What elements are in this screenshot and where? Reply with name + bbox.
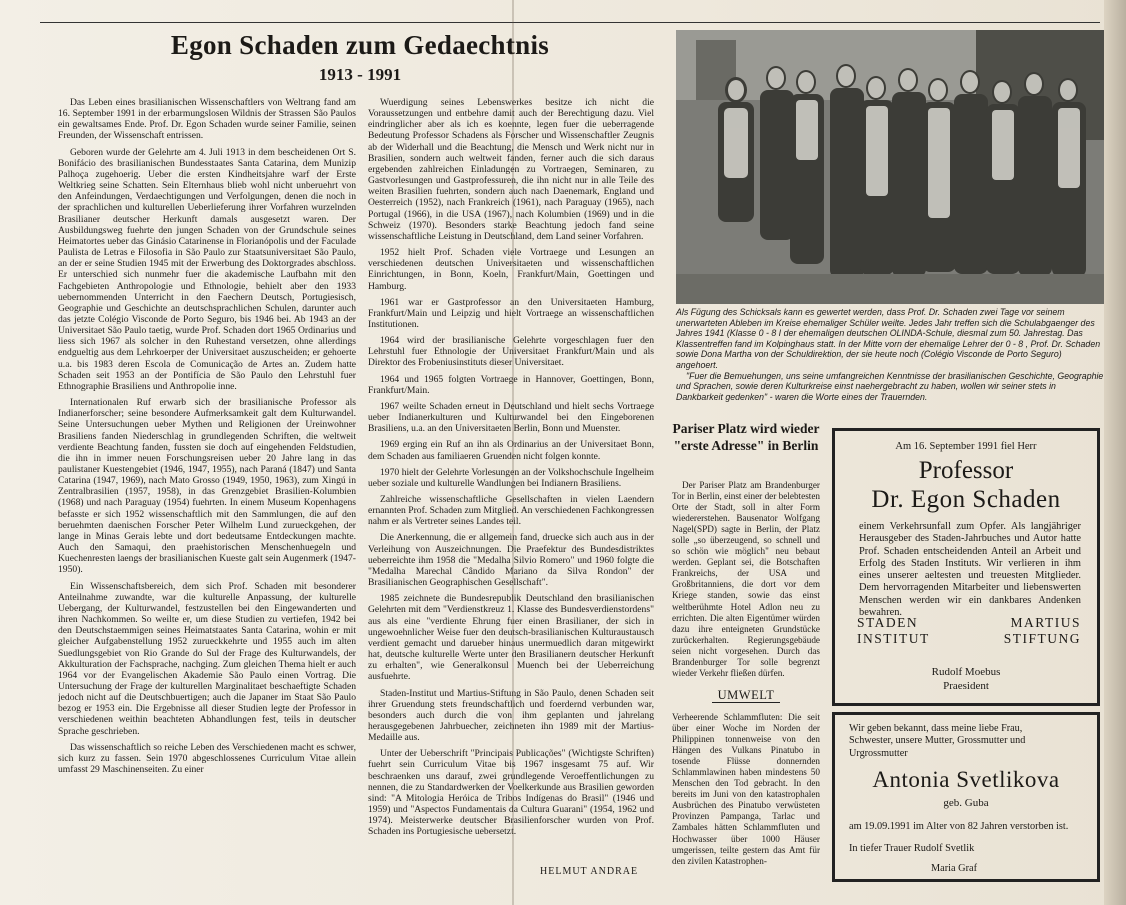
page-edge	[1104, 0, 1126, 905]
org-staden-line2: INSTITUT	[857, 631, 930, 646]
paragraph: 1967 weilte Schaden erneut in Deutschland und hielt sechs Vortraege ueber Indianerkulturen und Kulturwandel bei den Eingeborenen Brasiliens, u.a. an den Universitaeten Berlin, Bonn und Muenster.	[368, 400, 654, 435]
umwelt-body: Verheerende Schlammfluten: Die seit über einer Woche im Norden der Philippinen tonnenweise von den Hängen des Vulkans Pinatubo in tosende Flüsse donnernden Schlammlawinen haben mindestens 50 Menschen den Tod gebracht. In den bereits im Juni von den katastrophalen Ausbrüchen des Pinatubo verwüsteten Provinzen Pampanga, Tarlac und Zambales hätten Schlammfluten und Hochwasser über 1000 Häuser umgerissen, teilte gestern das Amt für den zivilen Katastrophen-	[672, 712, 820, 866]
paragraph: 1985 zeichnete die Bundesrepublik Deutschland den brasilianischen Gelehrten mit dem "Verdienstkreuz 1. Klasse des Bundesverdienstordens" aus als eine "verdiente Ehrung fuer einen Brasilianer, der sich in ungewoehnlicher Weise fuer den deutsch-brasilianischen Kulturaustausch verdient gemacht und darueber hinaus unermuedlich daran mitgewirkt hat, deutsche kulturelle Werte unter den Brasilianern deutscher Herkunft zu erhalten", wie Generalkonsul Muench bei der Ueberreichung ausfuehrte.	[368, 593, 654, 683]
article-column-2	[368, 97, 654, 885]
obituary2-signer: Maria Graf	[931, 863, 978, 874]
paragraph: 1964 und 1965 folgten Vortraege in Hannover, Goettingen, Bonn, Frankfurt/Main.	[368, 373, 654, 396]
org-martius	[1004, 615, 1081, 647]
paragraph: Zahlreiche wissenschaftliche Gesellschaften in vielen Laendern ernannten Prof. Schaden zum Mitglied. An verschiedenen Fachkongressen nahm er als Vertreter seines Landes teil.	[368, 494, 654, 528]
paris-article	[672, 480, 820, 679]
paragraph: 1969 erging ein Ruf an ihn als Ordinarius an der Universitaet Bonn, dem Schaden aus familiaeren Gruenden nicht folgen konnte.	[368, 439, 654, 462]
paris-body: Der Pariser Platz am Brandenburger Tor in Berlin, einst einer der belebtesten Orte der Stadt, soll in alter Form wiedererstehen. Bausenator Wolfgang Nagel(SPD) sagte in Berlin, der Platz solle „so überzeugend, so schnell und so schön wie möglich" neu bebaut werden. Geplant sei, die Botschaften Frankreichs, der USA und Großbritanniens, die dort vor dem Kriege standen, sowie das einst weltberühmte Hotel Adlon neu zu errichten. Die alten Eigentümer würden dazu ihre enteigneten Grundstücke zurückerhalten. Regierungsgebäude seien nicht vorgesehen. Durch das Brandenburger Tor solle begrenzt wieder Verkehr fließen dürfen.	[672, 480, 820, 678]
obituary2-mourning: In tiefer Trauer Rudolf Svetlik	[849, 843, 975, 854]
paragraph: Die Anerkennung, die er allgemein fand, druecke sich auch aus in der Verleihung von Auszeichnungen. Die Praefektur des Bundesdistriktes ueberreichte ihm 1958 die "Medalha Silvio Romero" und 1960 folgte die "Medalha Marechal Cândido Mariano da Silva Rondon" der Brasilianischen Geographischen Gesellschaft".	[368, 532, 654, 589]
paragraph: Das wissenschaftlich so reiche Leben des Verschiedenen macht es schwer, sich kurz zu fassen. Sein 1970 abgeschlossenes Curriculum Vitae allein umfasst 29 Maschinenseiten. Zu einer	[58, 741, 356, 776]
paragraph: Internationalen Ruf erwarb sich der brasilianische Professor als Indianerforscher; seine besondere Aufmerksamkeit galt dem Kulturwandel. Seine Untersuchungen ueber Mythen und Religionen der Ureinwohner Brasiliens fanden Niederschlag in grundlegenden Schriften, die weltweit verdiente Beachtung fanden, fussten sie doch auf eingehenden Feldstudien, die ihn in immer neuen Forschungsreisen ueber 20 Jahre lang in das paulistaner Kuestengebiet (1946, 1947, 1955), nach Paraná (1847) und Santa Catarina (1947, 1969), nach Mato Grosso (1949, 1950, 1963), zum Xingú in Zentralbrasilien (1957, 1958), in das Grenzgebiet Brasilien-Kolumbien (1968) und nach Paraguay (1954) fuehrten. In einem Museum Kopenhagens befasste er sich 1952 wissenschaftlich mit den Sammlungen, die auf den beruehmten daenischen Forscher Peter Wilhelm Lund zurueckgehen, der lange in Minas Gerais lebte und dort bedeutsame Entdeckungen machte. Auch den Samaqui, den praehistorischen Menschenhuegeln und Kuechenresten laengs der brasilianischen Kueste galt sein Augenmerk (1947-1950).	[58, 397, 356, 576]
paragraph: Wuerdigung seines Lebenswerkes besitze ich nicht die Voraussetzungen und entbehre damit auch der Berechtigung dazu. Viel eindringlicher aber als ich es koennte, legen fuer die ueberragende Bedeutung Professor Schadens als Forscher und Wissenschaftler Zeugnis ab der Widerhall und die Beachtung, die Mensch und Werk nicht nur in Brasilien, sondern auch weltweit fanden, ferner auch die sich daraus ergebenden zahlreichen Einladungen zu Vortraegen, Seminaren, zu Gastvorlesungen und Gastprofessuren, die ihn nicht nur in alle Teile des weiten Brasilien fuehrten, sondern auch nach Daenemark, England und Oesterreich (1952), nach Frankreich (1961), nach Paraguay (1965), nach Portugal (1966), in die USA (1967), nach Kolumbien (1969) und in die Schweiz (1970). Besonders starke Beachtung jedoch fand seine wissenschaftliche Leistung in Deutschland, dem Land seiner Vorfahren.	[368, 97, 654, 242]
obituary-name: Dr. Egon Schaden	[871, 486, 1061, 513]
paris-headline: Pariser Platz wird wieder "erste Adresse" in Berlin	[672, 421, 820, 453]
article-title: Egon Schaden zum Gedaechtnis	[170, 30, 550, 60]
article-signature: HELMUT ANDRAE	[540, 866, 639, 877]
group-photo	[676, 30, 1104, 304]
obituary-svetlikova	[832, 712, 1100, 882]
obituary-signer	[835, 665, 1097, 693]
article-column-1	[58, 97, 356, 885]
obituary2-maiden: geb. Guba	[943, 797, 989, 809]
umwelt-heading	[672, 688, 820, 703]
obituary2-name: Antonia Svetlikova	[872, 767, 1060, 792]
paragraph: Das Leben eines brasilianischen Wissenschaftlers von Weltrang fand am 16. September 1991 in der erbarmungslosen Wildnis der Strassen São Paulos ein gewaltsames Ende. Prof. Dr. Egon Schaden wurde seiner Familie, seinen Freunden, der Wissenschaft entrissen.	[58, 97, 356, 142]
obituary2-date: am 19.09.1991 im Alter von 82 Jahren verstorben ist.	[849, 821, 1069, 832]
obituary2-intro: Wir geben bekannt, dass meine liebe Frau, Schwester, unsere Mutter, Grossmutter und Urgrossmutter	[849, 723, 1026, 759]
paragraph: Ein Wissenschaftsbereich, dem sich Prof. Schaden mit besonderer Anteilnahme zuwandte, war die kulturelle Anpassung, der kulturelle Uebergang, der Kulturwandel, festzustellen bei den Eingewanderten und ihren Nachkommen. So weilte er, um diese Studien zu vertiefen, 1942 bei den Deutschstaemmigen seines Heimatstaates Santa Catarina, wohin er mit gleicher Aufgabenstellung 1952 zurueckkehrte und 1955 auch im alten Suedlungsgebiet von Rio Grande do Sul der Frage des Kulturwandels, der Akkulturation der Fachsprache, nachging. Zum gleichen Thema hielt er auch 1964 vor der Evangelischen Akademie São Paulo einen Vortrag. Die Untersuchung der Frage der kulturellen Marginalitaet beschaeftigte Schaden jedoch nicht auf die Deutschbuertigen; auch die Japaner im Staat São Paulo bezog er 1953 ein. Die Ergebnisse all dieser Studien legte der Professor in verschiedenen weithin beachteten Abhandlungen fest, teils in deutscher Sprache geschrieben.	[58, 580, 356, 737]
photo-caption	[676, 307, 1104, 402]
obituary-text: einem Verkehrsunfall zum Opfer. Als langjähriger Herausgeber des Staden-Jahrbuches und Autor hatte Prof. Schaden entscheidenden Anteil an Arbeit und Erfolg des Staden Instituts. Wir verlieren in ihm eines unserer aeltesten und treuesten Mitglieder. Dem hervorragenden Mitarbeiter und liebenswerten Menschen werden wir ein dankbares Andenken bewahren.	[859, 521, 1081, 619]
paragraph: Unter der Ueberschrift "Principais Publicações" (Wichtigste Schriften) fuehrt sein Curriculum Vitae bis 1967 insgesamt 75 auf. Wir beschraenken uns darauf, zwei grundlegende Veroeffentlichungen zu nennen, die zu Standardwerken der Voelkerkunde aus Brasilien geworden sind: "A Mitologia Heróica de Tribos Indígenas do Brasil" (1946 und 1959) und "Aspectos Fundamentais da Cultura Guarani" (1954, 1962 und 1974). Meisterwerke deutscher Brasilienforscher wurden von Prof. Schaden ins Portugiesische uebersetzt.	[368, 748, 654, 838]
signer-name: Rudolf Moebus	[931, 666, 1001, 678]
paragraph: Geboren wurde der Gelehrte am 4. Juli 1913 in dem bescheidenen Ort S. Bonifácio des brasilianischen Bundesstaates Santa Catarina, dem Munizip Palhoça zugehoerig. Ueber die ersten Kindheitsjahre warf der Erste Weltkrieg seine Schatten. Sein Elternhaus blieb wohl nicht unberuehrt von den Anfeindungen, Verdaechtigungen und Verfolgungen, denen die noch in der sprachlichen und kulturellen Ueberlieferung ihrer Vorfahren wurzelnden Brasilianer deutscher Herkunft damals ausgesetzt waren. Der Ausbildungsweg fuehrte den jungen Schaden von der Grundschule seines Heimatortes ueber das Ginásio Catarinense in Florianópolis und der Faculade Paulista de Letras e Filosofia in São Paulo zur Staatsuniversitaet São Paulo, an der er seine Studien 1945 mit der Erwerbung des Doktorgrades abschloss. Er unterschied sich nunmehr fuer die akademische Laufbahn mit den Fachgebieten Anthropologie und Ethnologie, behielt aber den 1933 uebernommenden Unterricht in den Faechern Deutsch, Portugiesisch, Geographie und Geschichte an deutschsprachlichen Schulen, darunter auch das jetzte Colégio Visconde de Porto Seguro, bis 1946 bei. Ab 1943 an der Universitaet São Paulo taetig, wurde Prof. Schaden dort 1965 Ordinarius und liess sich 1967 als solcher in den Ruhestand versetzen, ohne allerdings endgueltig aus dem Lehrkoerper der Universitaet auszuscheiden; er gehoerte u.a. bis 1983 deren Escola de Comunicação de Artes an. Zudem hatte Schaden seit 1953 an der Pontifícia de São Paulo den Lehrstuhl fuer Ethnographie Brasiliens und Anthropolie inne.	[58, 146, 356, 392]
obituary-schaden	[832, 428, 1100, 706]
umwelt-article	[672, 712, 820, 882]
org-martius-line2: STIFTUNG	[1003, 631, 1081, 646]
caption-text: Als Fügung des Schicksals kann es gewertet werden, dass Prof. Dr. Schaden zwei Tage vor seinem unerwarteten Ableben im Kreise ehemaliger Schüler weilte. Jedes Jahr treffen sich die Schulabgaenger des Jahres 1941 (Klasse 0 - 8 I der ehemaligen deutschen OLINDA-Schule, diesmal zum 50. Jahrestag. Das Klassentreffen fand im Kolpinghaus statt. In der Mitte vorn der ehemalige Lehrer der 0 - 8 , Prof. Dr. Schaden sowie Dona Martha von der Schuldirektion, der sie heute noch (Colégio Visconde de Porto Seguro) angehoert.	[676, 307, 1101, 370]
umwelt-heading-text: UMWELT	[712, 688, 781, 703]
paragraph: 1952 hielt Prof. Schaden viele Vortraege und Lesungen an verschiedenen deutschen Universitaeten und wissenschaftlichen Einrichtungen, in Bonn, Koeln, Frankfurt/Main, Goettingen und Hamburg.	[368, 247, 654, 292]
paragraph: Staden-Institut und Martius-Stiftung in São Paulo, denen Schaden seit ihrer Gruendung stets freundschaftlich und foerdernd verbunden war, besonders auch durch die von ihm geplanten und jahrelang herausgegebenen Jahrbuecher, zeichneten ihn 1989 mit der Martius-Medaille aus.	[368, 687, 654, 744]
caption-quote: "Fuer die Bemuehungen, uns seine umfangreichen Kenntnisse der brasilianischen Geschichte, Geographie und Sprachen, sowie deren Kulturkreise einst naehergebracht zu haben, wollen wir seiner stets in Dankbarkeit gedenken" - waren die Worte eines der Trauernden.	[676, 370, 1104, 402]
org-staden	[857, 615, 930, 647]
photo-illustration	[676, 30, 1104, 304]
article-years: 1913 - 1991	[318, 65, 402, 84]
top-rule	[40, 22, 1100, 23]
signer-role: Praesident	[943, 680, 989, 692]
paragraph: 1964 wird der brasilianische Gelehrte vorgeschlagen fuer den Lehrstuhl fuer Ethnologie der Universitaet Frankfurt/Main und als Direktor des Frobeniusinstituts dieser Universitaet.	[368, 335, 654, 369]
org-martius-line1: MARTIUS	[1010, 615, 1081, 630]
paragraph: 1970 hielt der Gelehrte Vorlesungen an der Volkshochschule Ingelheim ueber soziale und kulturelle Wandlungen bei Indianern Brasiliens.	[368, 466, 654, 489]
org-staden-line1: STADEN	[857, 615, 919, 630]
obituary-title: Professor	[918, 457, 1014, 484]
obituary-date-line: Am 16. September 1991 fiel Herr	[895, 441, 1037, 452]
paragraph: 1961 war er Gastprofessor an den Universitaeten Hamburg, Frankfurt/Main und Leipzig und hielt Vortraege an wissenschaftlichen Institutionen.	[368, 296, 654, 330]
fold-line	[512, 0, 514, 905]
